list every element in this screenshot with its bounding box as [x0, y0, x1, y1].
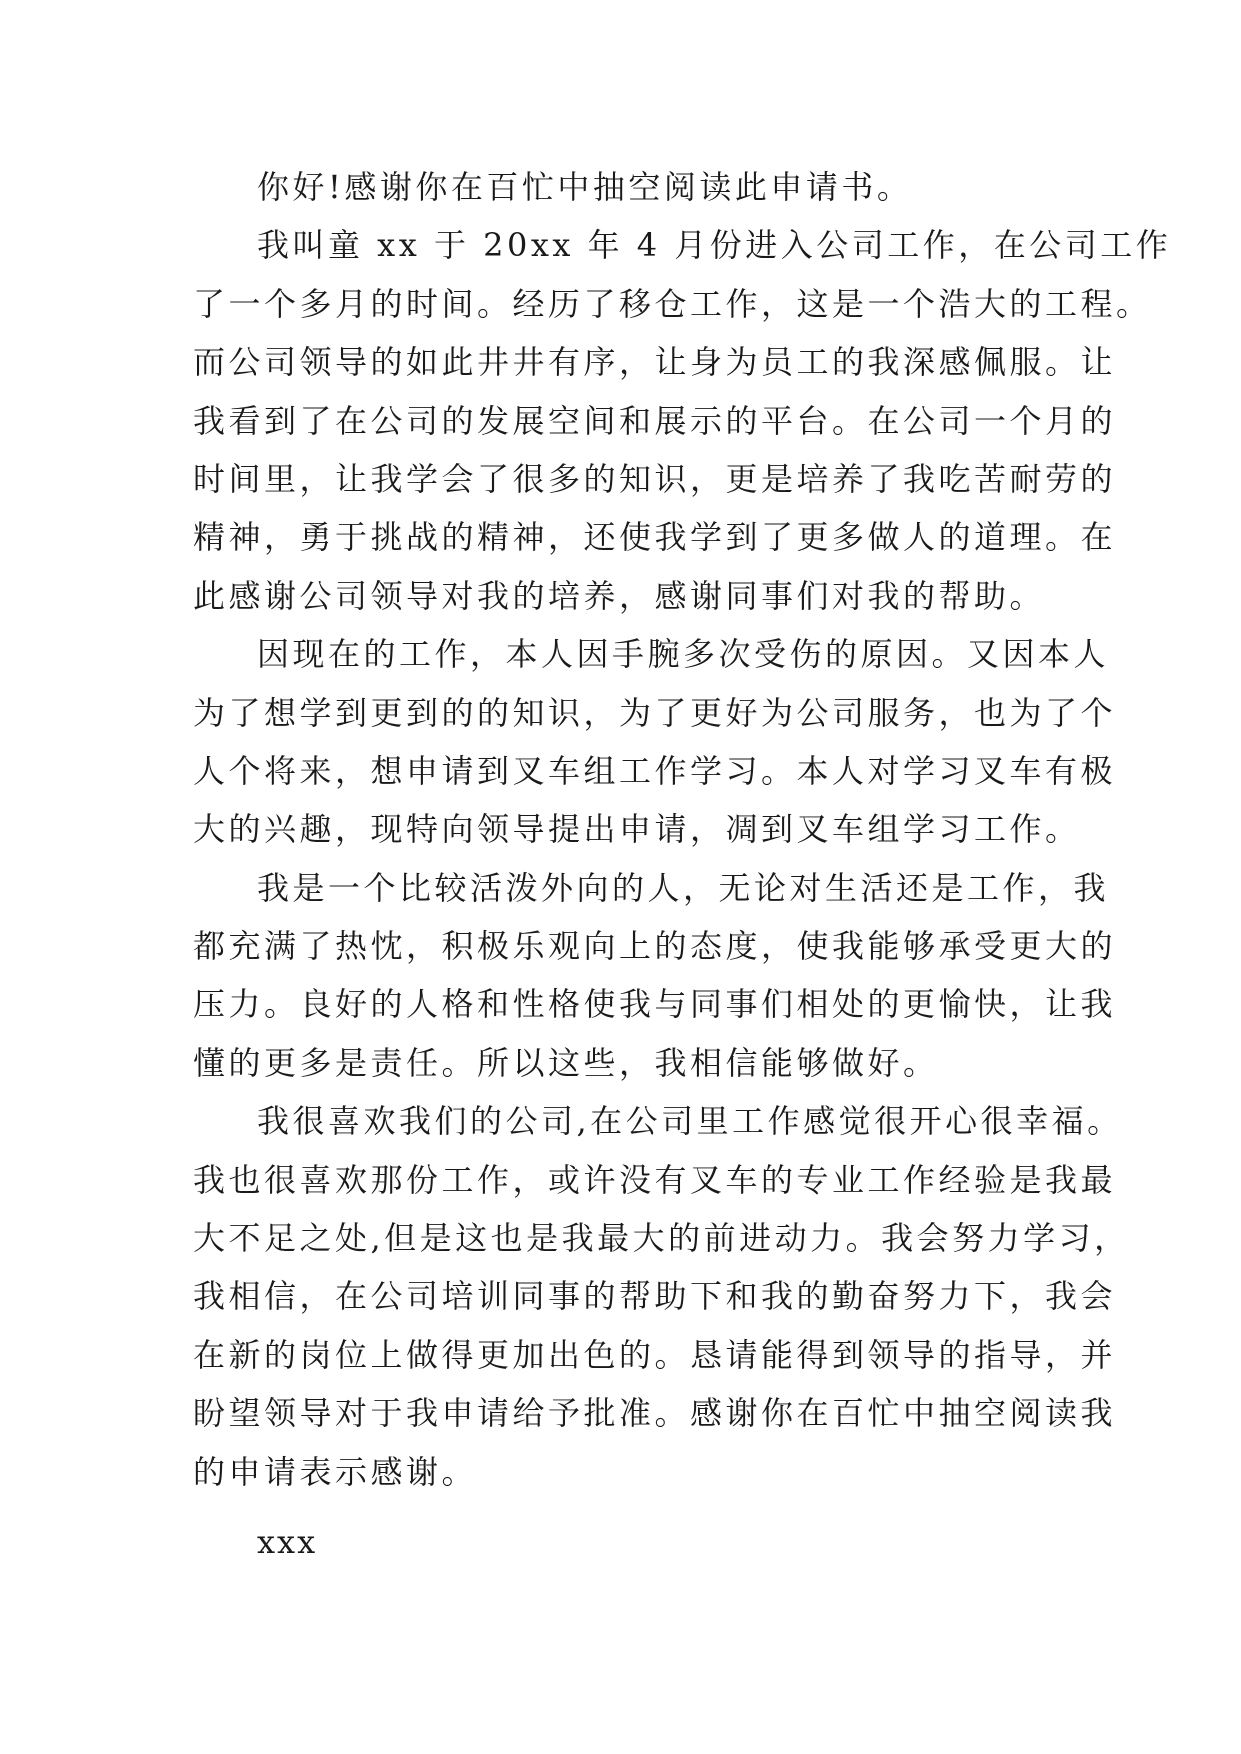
text-line: 盼望领导对于我申请给予批准。感谢你在百忙中抽空阅读我	[193, 1394, 1117, 1433]
text-line: 压力。良好的人格和性格使我与同事们相处的更愉快，让我	[193, 985, 1117, 1024]
text-line: 我很喜欢我们的公司,在公司里工作感觉很开心很幸福。	[257, 1102, 1123, 1141]
paragraph	[193, 625, 1117, 859]
text-line: 时间里，让我学会了很多的知识，更是培养了我吃苦耐劳的	[193, 459, 1117, 498]
paragraph	[193, 859, 1117, 1093]
text-line: 大不足之处,但是这也是我最大的前进动力。我会努力学习，	[193, 1219, 1130, 1258]
text-line: 精神，勇于挑战的精神，还使我学到了更多做人的道理。在	[193, 518, 1117, 557]
letter-body	[193, 158, 1172, 1571]
paragraph	[193, 216, 1172, 625]
text-line: 懂的更多是责任。所以这些，我相信能够做好。	[193, 1043, 939, 1082]
text-line: 的申请表示感谢。	[193, 1452, 478, 1491]
text-line: 我叫童 xx 于 20xx 年 4 月份进入公司工作，在公司工作	[257, 226, 1172, 265]
text-line: 而公司领导的如此井井有序，让身为员工的我深感佩服。让	[193, 343, 1117, 382]
text-line: 你好!感谢你在百忙中抽空阅读此申请书。	[257, 168, 913, 206]
text-line: 因现在的工作，本人因手腕多次受伤的原因。又因本人	[257, 635, 1110, 674]
text-line: 了一个多月的时间。经历了移仓工作，这是一个浩大的工程。	[193, 284, 1152, 323]
text-line: 此感谢公司领导对我的培养，感谢同事们对我的帮助。	[193, 576, 1046, 615]
text-line: 我相信，在公司培训同事的帮助下和我的勤奋努力下，我会	[193, 1277, 1117, 1316]
text-line: 我看到了在公司的发展空间和展示的平台。在公司一个月的	[193, 401, 1117, 440]
text-line: 都充满了热忱，积极乐观向上的态度，使我能够承受更大的	[193, 927, 1117, 966]
signature: xxx	[257, 1522, 318, 1561]
text-line: 我是一个比较活泼外向的人，无论对生活还是工作，我	[257, 868, 1110, 907]
text-line: 我也很喜欢那份工作，或许没有叉车的专业工作经验是我最	[193, 1160, 1117, 1199]
paragraph	[193, 158, 1053, 216]
text-line: 为了想学到更到的的知识，为了更好为公司服务，也为了个	[193, 693, 1117, 732]
text-line: 人个将来，想申请到叉车组工作学习。本人对学习叉车有极	[193, 751, 1117, 790]
text-line: 大的兴趣，现特向领导提出申请，凋到叉车组学习工作。	[193, 810, 1081, 849]
text-line: 在新的岗位上做得更加出色的。恳请能得到领导的指导，并	[193, 1335, 1117, 1374]
paragraph	[193, 1092, 1130, 1501]
